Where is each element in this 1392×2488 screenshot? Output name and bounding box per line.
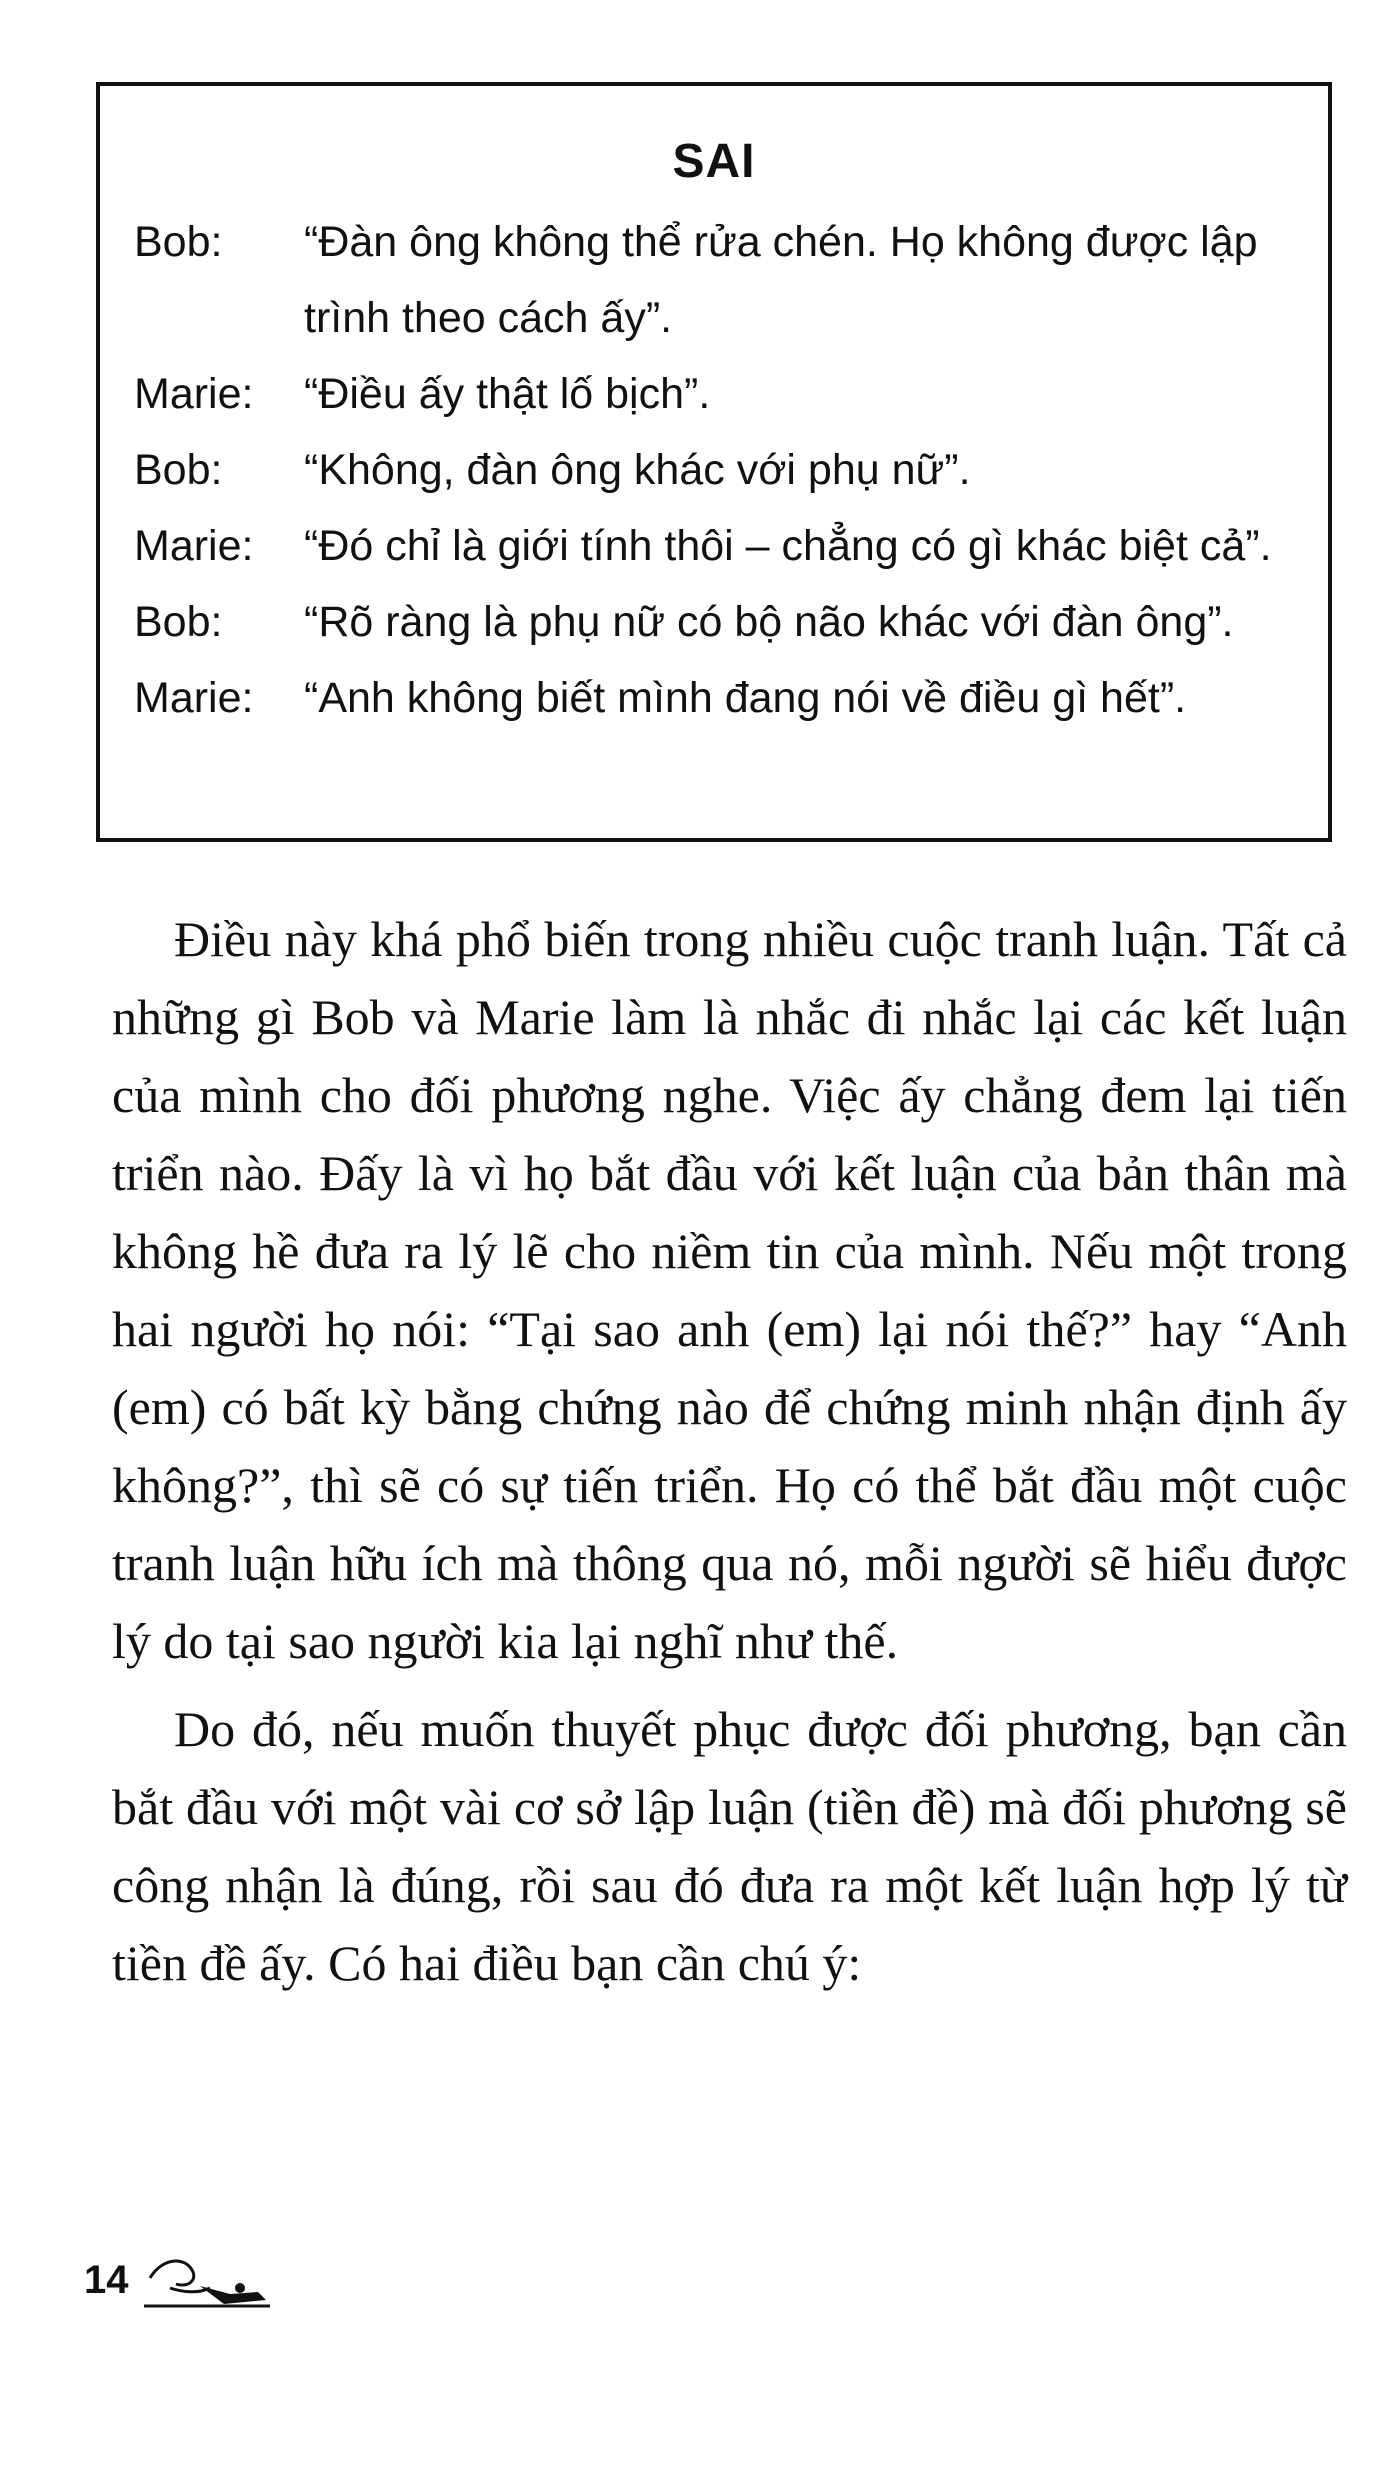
dialog-line xyxy=(134,584,1314,660)
speaker-label: Bob: xyxy=(134,598,223,646)
dialog-line xyxy=(134,508,1314,584)
speaker-label: Marie: xyxy=(134,674,254,722)
dialog-quote: “Đó chỉ là giới tính thôi – chẳng có gì khác biệt cả”. xyxy=(304,522,1272,570)
dialog-quote: “Không, đàn ông khác với phụ nữ”. xyxy=(304,446,971,494)
speaker-label: Bob: xyxy=(134,446,223,494)
example-box xyxy=(96,82,1332,842)
body-paragraph: Do đó, nếu muốn thuyết phục được đối phương, bạn cần bắt đầu với một vài cơ sở lập luận (tiền đề) mà đối phương sẽ công nhận là đúng, rồi sau đó đưa ra một kết luận hợp lý từ tiền đề ấy. Có hai điều bạn cần chú ý: xyxy=(112,1701,1347,1991)
dialog-line xyxy=(134,356,1314,432)
body-text xyxy=(112,900,1347,2012)
speaker-label: Marie: xyxy=(134,370,254,418)
speaker-label: Bob: xyxy=(134,218,223,266)
speaker-label: Marie: xyxy=(134,522,254,570)
dialog-line xyxy=(134,432,1314,508)
page-number: 14 xyxy=(84,2258,129,2302)
dialog-quote: “Anh không biết mình đang nói về điều gì hết”. xyxy=(304,674,1187,722)
body-paragraph: Điều này khá phổ biến trong nhiều cuộc tranh luận. Tất cả những gì Bob và Marie làm là nhắc đi nhắc lại các kết luận của mình cho đối phương nghe. Việc ấy chẳng đem lại tiến triển nào. Đấy là vì họ bắt đầu với kết luận của bản thân mà không hề đưa ra lý lẽ cho niềm tin của mình. Nếu một trong hai người họ nói: “Tại sao anh (em) lại nói thế?” hay “Anh (em) có bất kỳ bằng chứng nào để chứng minh nhận định ấy không?”, thì sẽ có sự tiến triển. Họ có thể bắt đầu một cuộc tranh luận hữu ích mà thông qua nó, mỗi người sẽ hiểu được lý do tại sao người kia lại nghĩ như thế. xyxy=(112,911,1347,1669)
dialog-quote: “Rõ ràng là phụ nữ có bộ não khác với đàn ông”. xyxy=(304,598,1234,646)
dialog-quote: “Điều ấy thật lố bịch”. xyxy=(304,370,711,418)
dialog-line xyxy=(134,660,1314,736)
dialog-list xyxy=(134,204,1314,736)
dialog-line xyxy=(134,204,1314,356)
dialog-quote: “Đàn ông không thể rửa chén. Họ không được lập trình theo cách ấy”. xyxy=(304,218,1258,342)
running-figure-icon xyxy=(140,2248,280,2318)
page-footer xyxy=(84,2248,284,2318)
box-title: SAI xyxy=(672,135,756,188)
